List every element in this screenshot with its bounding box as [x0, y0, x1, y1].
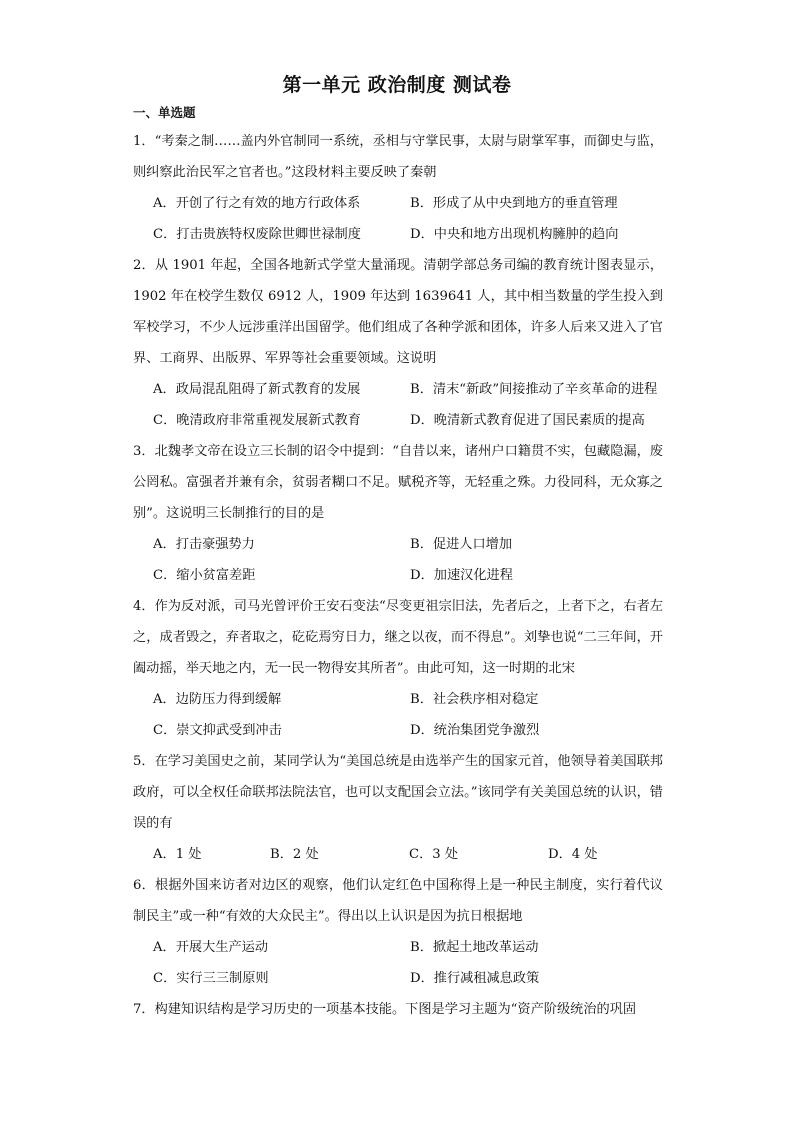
question-3-stem: 3．北魏孝文帝在设立三长制的诏令中提到：“自昔以来，诸州户口籍贯不实，包藏隐漏，废公罔私。富强者并兼有余，贫弱者糊口不足。赋税齐等，无轻重之殊。力役同科，无众寡之别”。这说明三长制推行的目的是 — [133, 444, 663, 521]
option-b[interactable]: B．社会秩序相对稳定 — [410, 692, 539, 707]
question-5-stem: 5．在学习美国史之前，某同学认为“美国总统是由选举产生的国家元首，他领导着美国联邦政府，可以全权任命联邦法院法官，也可以支配国会立法。”该同学有关美国总统的认识，错误的有 — [133, 754, 663, 831]
option-d[interactable]: D．推行减租减息政策 — [410, 971, 540, 986]
question-6-stem: 6．根据外国来访者对边区的观察，他们认定红色中国称得上是一种民主制度，实行着代议制民主”或一种“有效的大众民主”。得出以上认识是因为抗日根据地 — [133, 878, 663, 924]
option-d[interactable]: D．加速汉化进程 — [410, 568, 513, 583]
question-5 — [133, 746, 663, 870]
option-c[interactable]: C．晚清政府非常重视发展新式教育 — [153, 413, 361, 428]
question-4-options — [133, 684, 663, 746]
question-2 — [133, 250, 663, 436]
option-b[interactable]: B．促进人口增加 — [410, 537, 513, 552]
option-d[interactable]: D．晚清新式教育促进了国民素质的提高 — [410, 413, 645, 428]
option-d[interactable]: D．中央和地方出现机构臃肿的趋向 — [410, 227, 619, 242]
option-a[interactable]: A．政局混乱阻碍了新式教育的发展 — [153, 382, 361, 397]
option-b[interactable]: B．形成了从中央到地方的垂直管理 — [410, 196, 618, 211]
option-d[interactable]: D．统治集团党争激烈 — [410, 723, 540, 738]
section-heading: 一、单选题 — [133, 105, 196, 120]
option-c[interactable]: C．打击贵族特权废除世卿世禄制度 — [153, 227, 361, 242]
option-b[interactable]: B．掀起土地改革运动 — [410, 940, 539, 955]
option-a[interactable]: A．开展大生产运动 — [153, 940, 269, 955]
question-1-stem: 1．“考秦之制……盖内外官制同一系统，丞相与守掌民事，太尉与尉掌军事，而御史与监，则纠察此治民军之官者也。”这段材料主要反映了秦朝 — [133, 134, 663, 180]
question-list — [133, 126, 663, 1025]
question-1 — [133, 126, 663, 250]
option-c[interactable]: C．缩小贫富差距 — [153, 568, 256, 583]
option-b[interactable]: B．2 处 — [270, 847, 319, 862]
option-b[interactable]: B．清末“新政”间接推动了辛亥革命的进程 — [410, 382, 658, 397]
question-5-options — [133, 839, 663, 870]
question-6-options — [133, 932, 663, 994]
page-title: 第一单元 政治制度 测试卷 — [282, 74, 512, 96]
question-7-stem: 7．构建知识结构是学习历史的一项基本技能。下图是学习主题为“资产阶级统治的巩固 — [133, 1002, 637, 1017]
question-4-stem: 4．作为反对派，司马光曾评价王安石变法“尽变更祖宗旧法，先者后之，上者下之，右者左之，成者毁之，弃者取之，矻矻焉穷日力，继之以夜，而不得息”。刘挚也说“二三年间，开阖动摇，举天地之内，无一民一物得安其所者”。由此可知，这一时期的北宋 — [133, 599, 663, 676]
option-a[interactable]: A．打击豪强势力 — [153, 537, 255, 552]
question-3 — [133, 436, 663, 591]
question-7 — [133, 994, 663, 1025]
question-1-options — [133, 188, 663, 250]
question-4 — [133, 591, 663, 746]
option-c[interactable]: C．实行三三制原则 — [153, 971, 269, 986]
option-a[interactable]: A．边防压力得到缓解 — [153, 692, 282, 707]
option-d[interactable]: D．4 处 — [548, 847, 598, 862]
question-2-options — [133, 374, 663, 436]
option-a[interactable]: A．开创了行之有效的地方行政体系 — [153, 196, 361, 211]
question-2-stem: 2．从 1901 年起，全国各地新式学堂大量涌现。清朝学部总务司编的教育统计图表显示，1902 年在校学生数仅 6912 人，1909 年达到 1639641 人，其中相当数量的学生投入到军校学习，不少人远涉重洋出国留学。他们组成了各种学派和团体，许多人后来又进入了官界、工商界、出版界、军界等社会重要领域。这说明 — [133, 258, 663, 366]
option-a[interactable]: A．1 处 — [153, 847, 202, 862]
option-c[interactable]: C．崇文抑武受到冲击 — [153, 723, 282, 738]
question-6 — [133, 870, 663, 994]
option-c[interactable]: C．3 处 — [409, 847, 459, 862]
question-3-options — [133, 529, 663, 591]
